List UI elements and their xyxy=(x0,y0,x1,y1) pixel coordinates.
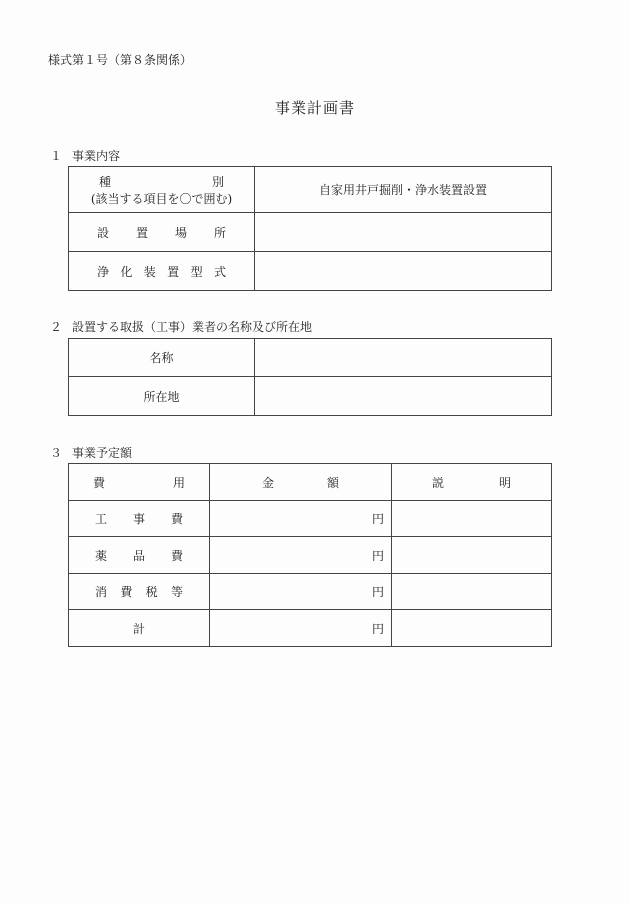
section-3-number: ３ xyxy=(50,446,63,460)
yen-unit: 円 xyxy=(371,621,384,636)
type-label-cell xyxy=(69,167,255,213)
chemical-cost-note[interactable] xyxy=(392,537,552,574)
type-label-char: 別 xyxy=(211,174,224,189)
chemical-cost-amount[interactable] xyxy=(210,537,392,574)
construction-cost-amount[interactable] xyxy=(210,501,392,537)
section-1-number: １ xyxy=(50,149,63,163)
total-amount[interactable] xyxy=(210,610,392,647)
header-char: 額 xyxy=(326,475,339,490)
table-header-row xyxy=(69,464,552,501)
table-row xyxy=(69,574,552,610)
table-row xyxy=(69,501,552,537)
yen-unit: 円 xyxy=(371,585,384,599)
label-char: 費 xyxy=(120,585,133,599)
section-1-heading xyxy=(50,147,120,164)
yen-unit: 円 xyxy=(371,512,384,526)
chemical-cost-label xyxy=(69,537,210,574)
table-row xyxy=(69,377,552,416)
budget-table xyxy=(68,463,552,647)
purifier-model-value[interactable] xyxy=(255,252,552,291)
header-char: 明 xyxy=(498,475,511,490)
consumption-tax-label xyxy=(69,574,210,610)
consumption-tax-amount[interactable] xyxy=(210,574,392,610)
label-char: 消 xyxy=(95,585,108,599)
label-char: 場 xyxy=(174,225,187,240)
label-char: 事 xyxy=(132,512,145,526)
label-char: 等 xyxy=(170,585,183,599)
section-3-title: 事業予定額 xyxy=(72,446,133,460)
total-label: 計 xyxy=(69,610,210,647)
header-char: 費 xyxy=(93,475,106,490)
consumption-tax-note[interactable] xyxy=(392,574,552,610)
contractor-name-label: 名称 xyxy=(69,339,255,377)
type-label-instruction: (該当する項目を〇で囲む) xyxy=(90,191,233,206)
header-char: 説 xyxy=(432,475,445,490)
table-row xyxy=(69,213,552,252)
purifier-model-label xyxy=(69,252,255,291)
label-char: 式 xyxy=(213,264,226,279)
section-1-title: 事業内容 xyxy=(72,149,121,163)
business-content-table xyxy=(68,166,552,291)
contractor-table xyxy=(68,338,552,416)
contractor-address-value[interactable] xyxy=(255,377,552,416)
table-row xyxy=(69,252,552,291)
label-char: 費 xyxy=(170,548,183,563)
type-value-cell[interactable]: 自家用井戸掘削・浄水装置設置 xyxy=(255,167,552,213)
label-char: 税 xyxy=(145,585,158,599)
label-char: 装 xyxy=(143,264,156,279)
header-char: 金 xyxy=(262,475,275,490)
amount-header xyxy=(210,464,392,501)
label-char: 薬 xyxy=(95,548,108,563)
installation-site-value[interactable] xyxy=(255,213,552,252)
type-label-char: 種 xyxy=(99,174,112,189)
label-char: 費 xyxy=(170,512,183,526)
section-3-heading xyxy=(50,444,132,461)
contractor-address-label: 所在地 xyxy=(69,377,255,416)
table-row xyxy=(69,339,552,377)
label-char: 置 xyxy=(135,225,148,240)
table-row xyxy=(69,167,552,213)
note-header xyxy=(392,464,552,501)
label-char: 型 xyxy=(190,264,203,279)
label-char: 置 xyxy=(167,264,180,279)
label-char: 設 xyxy=(97,225,110,240)
construction-cost-label xyxy=(69,501,210,537)
label-char: 浄 xyxy=(97,264,110,279)
contractor-name-value[interactable] xyxy=(255,339,552,377)
total-note[interactable] xyxy=(392,610,552,647)
installation-site-label xyxy=(69,213,255,252)
construction-cost-note[interactable] xyxy=(392,501,552,537)
label-char: 品 xyxy=(132,548,145,563)
header-char: 用 xyxy=(172,475,185,490)
section-2-number: ２ xyxy=(50,320,63,334)
section-2-title: 設置する取扱（工事）業者の名称及び所在地 xyxy=(72,320,313,334)
label-char: 化 xyxy=(120,264,133,279)
cost-header xyxy=(69,464,210,501)
table-row xyxy=(69,610,552,647)
section-2-heading xyxy=(50,318,312,335)
document-title: 事業計画書 xyxy=(274,99,355,117)
yen-unit: 円 xyxy=(371,548,384,563)
label-char: 所 xyxy=(213,225,226,240)
label-char: 工 xyxy=(95,512,108,526)
form-number: 様式第１号（第８条関係） xyxy=(48,53,193,67)
table-row xyxy=(69,537,552,574)
